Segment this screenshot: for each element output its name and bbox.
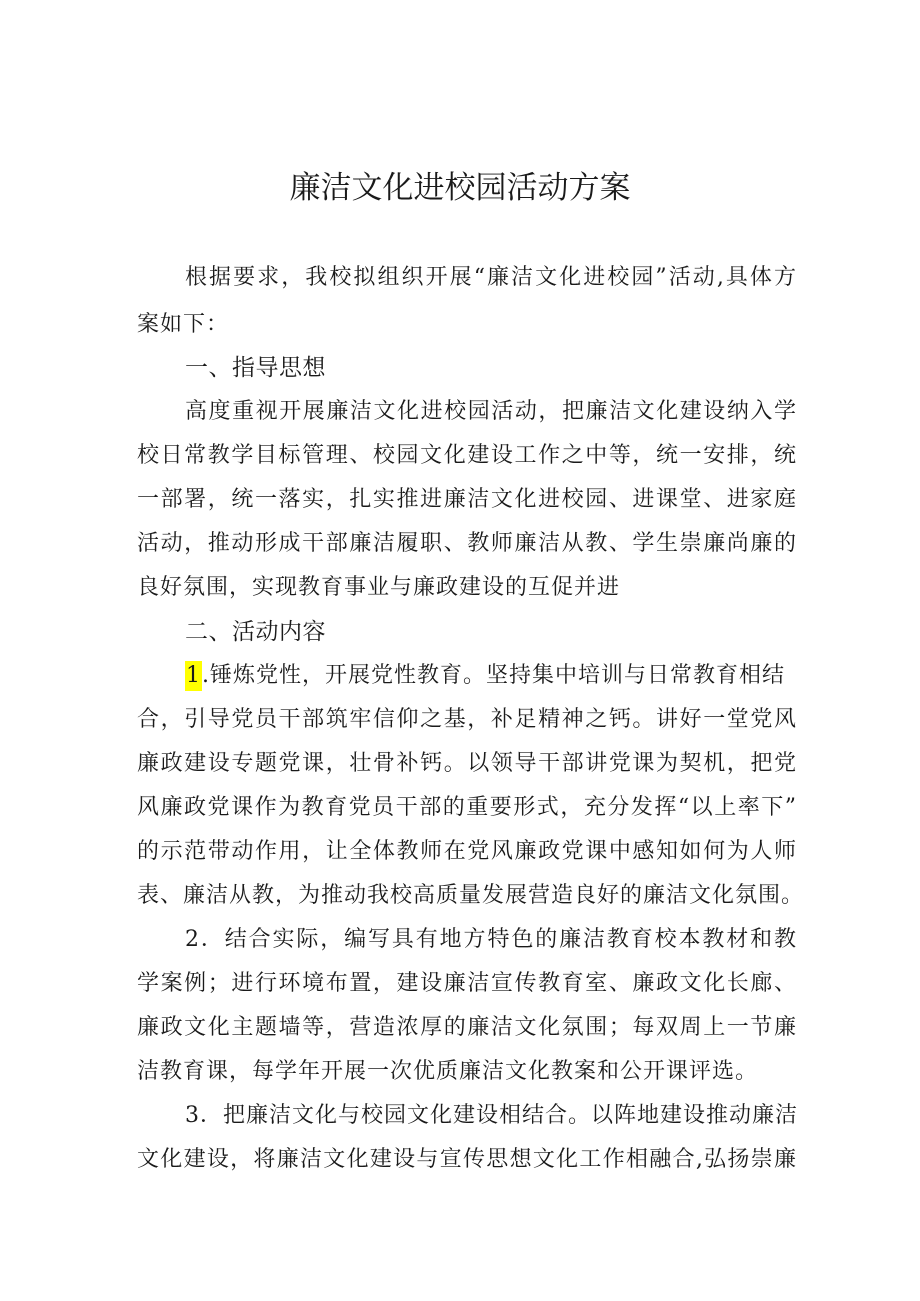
item1-first-line xyxy=(185,661,797,691)
item3-line-2: 文化建设，将廉洁文化建设与宣传思想文化工作相融合,弘扬崇廉 xyxy=(137,1147,797,1172)
item1-first-line-text: .锤炼党性，开展党性教育。坚持集中培训与日常教育相结 xyxy=(202,663,785,688)
item1-line-2: 合，引导党员干部筑牢信仰之基，补足精神之钙。讲好一堂党风 xyxy=(137,707,797,732)
intro-line-2: 案如下： xyxy=(137,312,230,337)
section1-line-4: 活动，推动形成干部廉洁履职、教师廉洁从教、学生崇廉尚廉的 xyxy=(137,531,797,556)
section1-line-1: 高度重视开展廉洁文化进校园活动，把廉洁文化建设纳入学 xyxy=(185,399,797,424)
item2-line-3: 廉政文化主题墙等，营造浓厚的廉洁文化氛围；每双周上一节廉 xyxy=(137,1015,797,1040)
highlighted-number: 1 xyxy=(185,661,202,691)
item1-line-5: 的示范带动作用，让全体教师在党风廉政党课中感知如何为人师 xyxy=(137,839,797,864)
item1-line-4: 风廉政党课作为教育党员干部的重要形式，充分发挥“以上率下” xyxy=(137,795,797,820)
intro-line-1: 根据要求，我校拟组织开展“廉洁文化进校园”活动,具体方 xyxy=(185,265,797,290)
item2-line-4: 洁教育课，每学年开展一次优质廉洁文化教案和公开课评选。 xyxy=(137,1059,759,1084)
section1-line-2: 校日常教学目标管理、校园文化建设工作之中等，统一安排，统 xyxy=(137,443,797,468)
item2-line-1: 2．结合实际，编写具有地方特色的廉洁教育校本教材和教 xyxy=(185,927,797,952)
section-heading-activity-content: 二、活动内容 xyxy=(185,619,326,645)
item1-line-6: 表、廉洁从教，为推动我校高质量发展营造良好的廉洁文化氛围。 xyxy=(137,883,805,908)
section-heading-guiding-ideology: 一、指导思想 xyxy=(185,355,326,381)
section1-line-5: 良好氛围，实现教育事业与廉政建设的互促并进 xyxy=(137,575,621,600)
item3-line-1: 3．把廉洁文化与校园文化建设相结合。以阵地建设推动廉洁 xyxy=(185,1103,798,1128)
document-title: 廉洁文化进校园活动方案 xyxy=(289,170,631,206)
section1-line-3: 一部署，统一落实，扎实推进廉洁文化进校园、进课堂、进家庭 xyxy=(137,487,797,512)
item2-line-2: 学案例；进行环境布置，建设廉洁宣传教育室、廉政文化长廊、 xyxy=(137,971,797,996)
item1-line-3: 廉政建设专题党课，壮骨补钙。以领导干部讲党课为契机，把党 xyxy=(137,751,797,776)
